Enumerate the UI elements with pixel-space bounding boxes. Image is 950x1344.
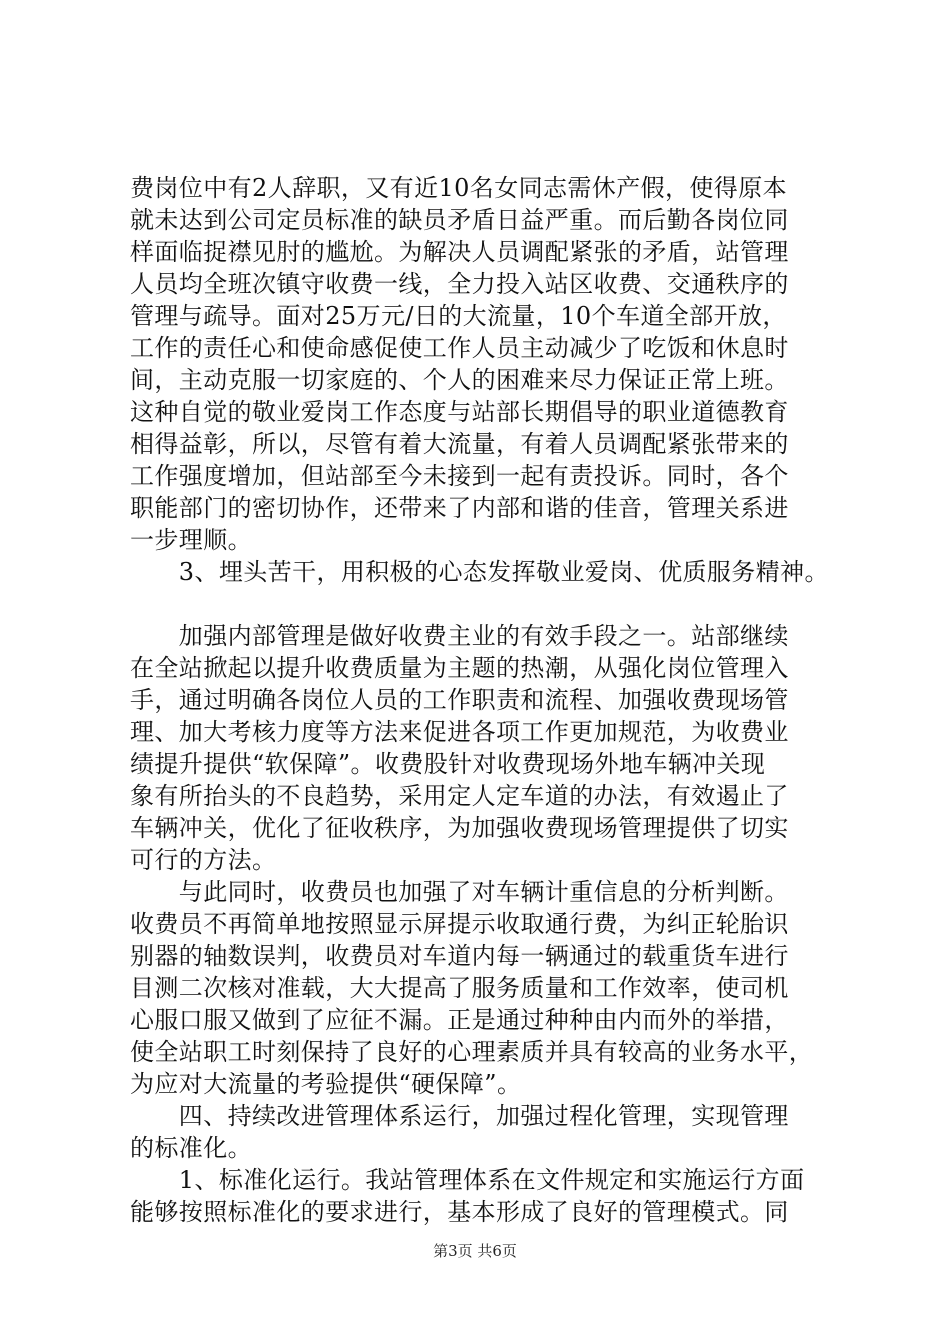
text-line: 象有所抬头的不良趋势，采用定人定车道的办法，有效遏止了	[130, 782, 789, 810]
text-line: 心服口服又做到了应征不漏。正是通过种种由内而外的举措，	[130, 1006, 789, 1034]
text-line: 收费员不再简单地按照显示屏提示收取通行费，为纠正轮胎识	[130, 910, 789, 938]
text-line: 在全站掀起以提升收费质量为主题的热潮，从强化岗位管理入	[130, 654, 789, 682]
text-line: 工作强度增加，但站部至今未接到一起有责投诉。同时，各个	[130, 462, 789, 490]
text-line: 样面临捉襟见肘的尴尬。为解决人员调配紧张的矛盾，站管理	[130, 238, 789, 266]
text-line: 就未达到公司定员标准的缺员矛盾日益严重。而后勤各岗位同	[130, 206, 789, 234]
text-line: 工作的责任心和使命感促使工作人员主动减少了吃饭和休息时	[130, 334, 789, 362]
text-line: 相得益彰，所以，尽管有着大流量，有着人员调配紧张带来的	[130, 430, 789, 458]
subheading-line: 1、标准化运行。我站管理体系在文件规定和实施运行方面	[130, 1166, 805, 1194]
text-line: 车辆冲关，优化了征收秩序，为加强收费现场管理提供了切实	[130, 814, 789, 842]
text-line: 手，通过明确各岗位人员的工作职责和流程、加强收费现场管	[130, 686, 789, 714]
text-line: 人员均全班次镇守收费一线，全力投入站区收费、交通秩序的	[130, 270, 789, 298]
text-line: 绩提升提供“软保障”。收费股针对收费现场外地车辆冲关现	[130, 750, 766, 778]
text-line: 与此同时，收费员也加强了对车辆计重信息的分析判断。	[130, 878, 789, 906]
section-heading-line: 的标准化。	[130, 1134, 252, 1162]
text-line: 费岗位中有2人辞职，又有近10名女同志需休产假，使得原本	[130, 174, 788, 202]
text-line: 这种自觉的敬业爱岗工作态度与站部长期倡导的职业道德教育	[130, 398, 789, 426]
text-line: 一步理顺。	[130, 526, 252, 554]
text-line: 能够按照标准化的要求进行，基本形成了良好的管理模式。同	[130, 1198, 789, 1226]
text-line: 职能部门的密切协作，还带来了内部和谐的佳音，管理关系进	[130, 494, 789, 522]
text-line: 使全站职工时刻保持了良好的心理素质并具有较高的业务水平，	[130, 1038, 814, 1066]
text-line: 为应对大流量的考验提供“硬保障”。	[130, 1070, 522, 1098]
text-line: 可行的方法。	[130, 846, 277, 874]
text-line: 别器的轴数误判，收费员对车道内每一辆通过的载重货车进行	[130, 942, 789, 970]
text-line: 加强内部管理是做好收费主业的有效手段之一。站部继续	[130, 622, 789, 650]
text-line: 目测二次核对准载，大大提高了服务质量和工作效率，使司机	[130, 974, 789, 1002]
text-line: 理、加大考核力度等方法来促进各项工作更加规范，为收费业	[130, 718, 789, 746]
subheading-line: 3、埋头苦干，用积极的心态发挥敬业爱岗、优质服务精神。	[130, 558, 829, 586]
section-heading-line: 四、持续改进管理体系运行，加强过程化管理，实现管理	[130, 1102, 789, 1130]
text-line: 管理与疏导。面对25万元/日的大流量，10个车道全部开放，	[130, 302, 787, 330]
text-line: 间，主动克服一切家庭的、个人的困难来尽力保证正常上班。	[130, 366, 789, 394]
page-number-footer: 第3页 共6页	[433, 1242, 517, 1260]
